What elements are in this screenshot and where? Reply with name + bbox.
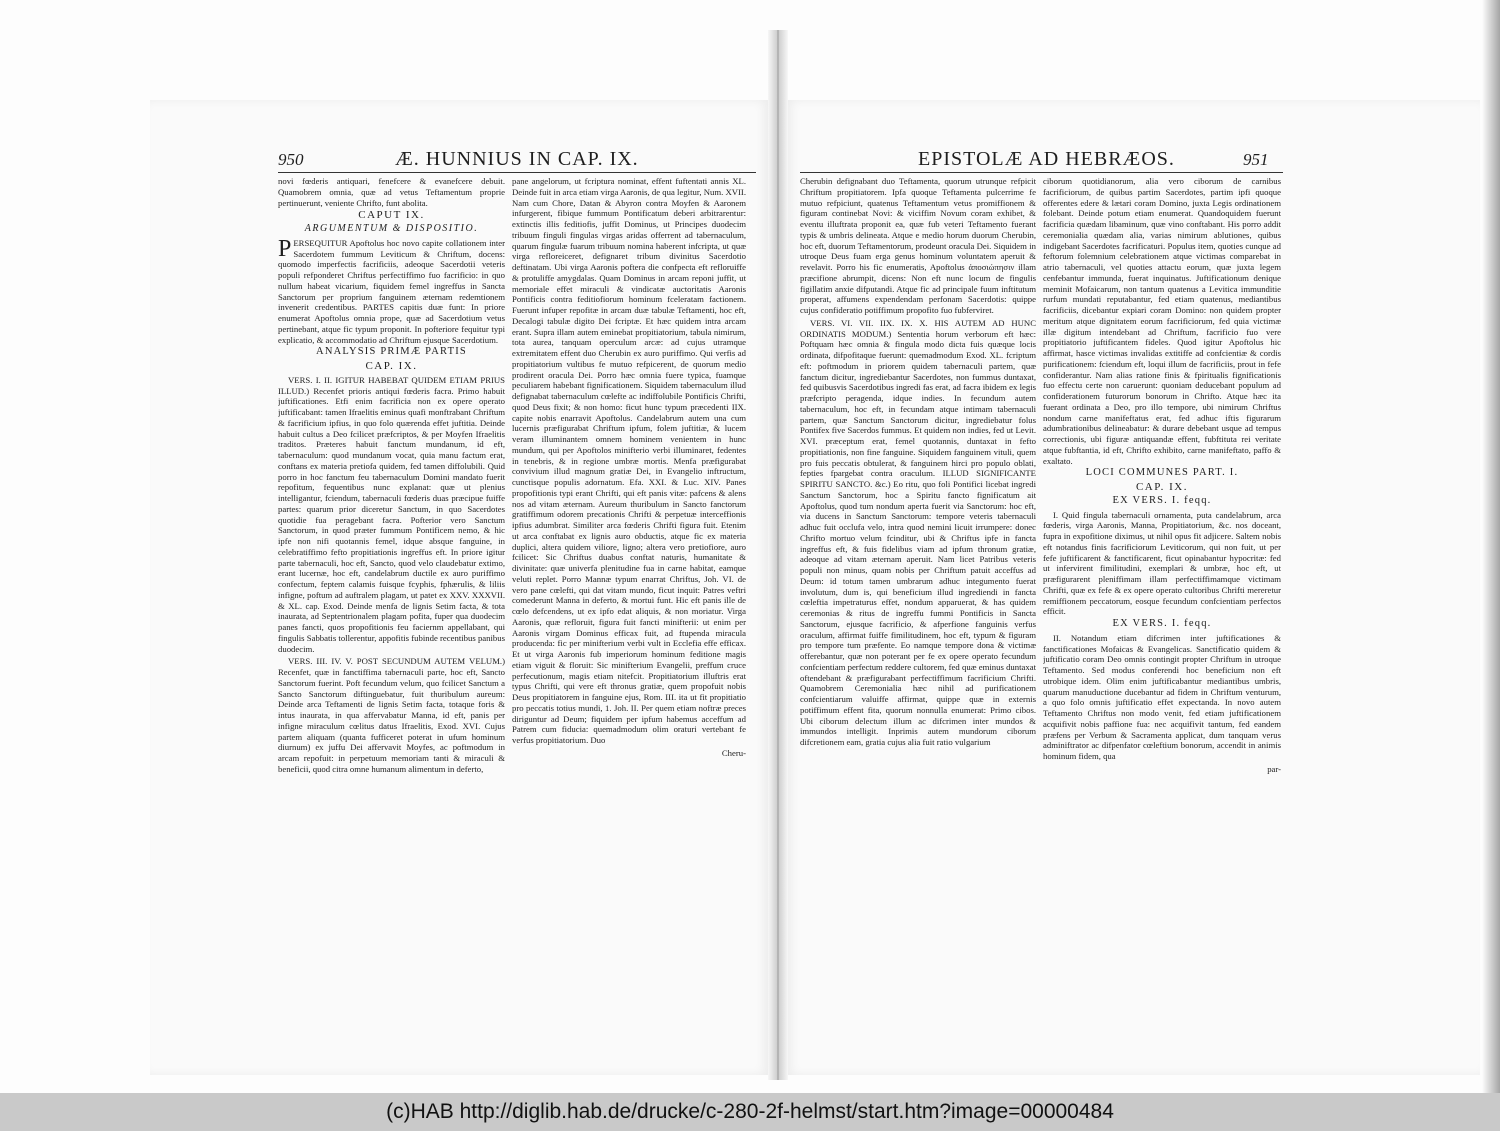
analysis-heading: ANALYSIS PRIMÆ PARTIS	[316, 346, 467, 358]
right-cap-heading: CAP. IX.	[1135, 481, 1189, 493]
left-col2-paragraph: pane angelorum, ut fcriptura nominat, effent fuftentati annis XL. Deinde fuit in arca etiam virga Aaronis, de qua legitur, Num. XVII. Nam cum Chore, Datan & Abyron contra Moyfen & Aaronem infurgerent, fibique fummum Pontificatum deberi arbitrarentur: extinctis illis feditiofis, juffit Dominus, ut Principes duodecim tribuum finguli fingulas virgas aridas offerrent ad tabernaculum, quarum fingulæ fuarum tribuum nomina haberent infcripta, ut quæ virga refloreiceret, defignaret tribum divinitus Sacerdotio deftinatam. Ubi virga Aaronis poftera die confpecta eft refloruiffe & protuliffe amygdalas. Quam Dominus in arcam reponi juffit, ut memoriale effet miraculi & vindicatæ auctoritatis Aaronis Pontificis contra feditiofiorum hominum fceleratam factionem. Fuerunt infuper repofitæ in arcam duæ tabulæ Teftamenti, hoc eft, Decalogi tabulæ digito Dei fcriptæ. Et hæc quidem intra arcam erant. Supra illam autem eminebat propitiatorium, tabula nimirum, tota aurea, tanquam operculum arcæ: ad cujus utramque extremitatem effent duo Cherubin ex auro puriffimo. Qui verfis ad propitiatorium vultibus fe mutuo refpicerent, de quorum medio prodirent oracula Dei. Porro hæc omnia fuere typica, fuamque peculiarem habebant fignificationem. Siquidem tabernaculum illud defignabat tabernaculum cœlefte ac indiffolubile Pontificis Chrifti, quod Deus fixit; & non homo: ficut hunc typum præcedenti IIX. capite nobis enarravit Apoftolus. Candelabrum autem una cum lucernis præfigurabat Chriftum ipfum, folem juftitiæ, & lucem veram illuminantem omnem hominem venientem in hunc mundum, qui per Apoftolos minifterio verbi illuminaret, fedentes in tenebris, & in regione umbræ mortis. Menfa præfigurabat convivium illud magnum gratiæ Dei, in Evangelio inftructum, cunctisque populis adornatum. Efa. XXI. & Luc. XIV. Panes propofitionis typi erant Chrifti, qui eft panis vitæ: pafcens & alens nos ad vitam æternam. Aureum thuribulum in Sancto fanctorum gratiffimum odorem precationis Chrifti & perpetuæ interceffionis ipfius adumbrat. Similiter arca fœderis Chrifti figura fuit. Etenim ut arca conftabat ex lignis auro obductis, atque fic ex materia duplici, altera quidem viliore, ligno; altera vero pretiofiore, auro fcilicet: Sic Chriftus duabus conftat naturis, humanitate & divinitate: quæ univerfa plenitudine fua in carne habitat, eamque veluti replet. Porro Mannæ typum enarrat Chriftus, Joh. VI. de vero pane cœlefti, qui dat vitam mundo, ficut inquit: Patres veftri comederunt Manna in deferto, & mortui funt. Hic eft panis ille de cœlo defcendens, ut ex ipfo edat aliquis, & non moriatur. Virga Aaronis, quæ refloruit, figura fuit fancti minifterii: ut enim per Aaronis virgam Dominus efficax fuit, ad ftupenda miracula producenda: fic per minifterium verbi vult in Ecclefia effe efficax. Et ut virga Aaronis fub imperiorum hominum feditione magis etiam viguit & floruit: Sic minifterium Evangelii, preffum cruce perfecutionum, magis etiam nitefcit. Propitiatorium illuftris erat typus Chrifti, qui vere eft thronus gratiæ, quem propofuit nobis Deus propitiatorem in fanguine ejus, Rom. III. ita ut fit propitiatio pro peccatis totius mundi, 1. Joh. II. Per quem etiam noftræ preces diriguntur ad Deum; fiquidem per ipfum habemus acceffum ad Patrem cum fiducia: quemadmodum olim oraturi vertebant fe verfus propitiatorium. Duo	[512, 176, 746, 745]
argumentum-text: ERSEQUITUR Apoftolus hoc novo capite collationem inter Sacerdotem fummum Leviticum & Chriftum, docens: quomodo imperfectis facrificiis, adeoque Sacerdotii veteris populi refponderet Chriftus perfectiffimo fuo facrificio: in quo nullum habeat vicarium, fiquidem femel ingreffus in Sancta Sanctorum per proprium fanguinem æternam redemtionem invenerit credentibus. PARTES capitis duæ funt: In priore enumerat Apoftolus omnia prope, quæ ad Sacerdotium vetus pertinebant, atque fic typum proponit. In pofteriore fequitur typi explicatio, & accommodatio ad Chriftum ejusque Sacerdotium.	[278, 237, 505, 345]
right-column-1	[800, 176, 1036, 988]
argumentum-paragraph	[278, 235, 505, 346]
right-page-number: 951	[1243, 150, 1269, 169]
right-header-rule	[800, 172, 1283, 173]
drop-cap: P	[278, 235, 292, 262]
footer-credit-text: (c)HAB http://diglib.hab.de/drucke/c-280-2f-helmst/start.htm?image=00000484	[386, 1100, 1114, 1123]
left-page-number: 950	[278, 150, 304, 169]
ex-vers-heading-1: EX VERS. I. feqq.	[1112, 494, 1212, 506]
loci-communes-heading: LOCI COMMUNES PART. I.	[1085, 467, 1239, 479]
right-catchword: par-	[1267, 763, 1281, 774]
right-col1-paragraph: Cherubin defignabant duo Teftamenta, quorum utrunque refpicit Chriftum propitiatorem. Ipfa quoque Teftamenta pulcerrime fe mutuo refpiciunt, quatenus Teftamentum vetus promiffionem & figuram continebat Novi: & viciffim Novum coram exhibet, & eventu illuftrata proponit ea, quæ fub veteri Teftamento fuerant typis & umbris delineata. Atque e medio horum duorum Cherubin, hoc eft, duorum Teftamentorum, prodeunt oracula Dei. Siquidem in utroque Deus fuam erga genus hominum voluntatem aperuit & revelavit. Porro his fic enumeratis, Apoftolus ἀποσιώπησιν illam præcifione abrumpit, dicens: Non eft nunc locum de fingulis figillatim anxie difputandi. Atque fic ad principale fuum inftitutum properat, affumens expendendam perfonam Sacerdotis: quippe cujus confideratio potiffimum propofito fuo fubferviret.	[800, 176, 1036, 315]
vers-6-10-paragraph: VERS. VI. VII. IIX. IX. X. HIS AUTEM AD HUNC ORDINATIS MODUM.) Sententia horum verborum eft hæc: Poftquam hæc omnia & fingula modo dicta fuis quæque locis ordinata, difpofitaque fuerunt: quemadmodum Exod. XL. fcriptum eft: poftmodum in priorem quidem tabernaculi partem, quæ fanctum dicitur, ingrediebantur Sacerdotes, non fummus duntaxat, fed quibusvis Sacerdotibus ingredi fas erat, ad facra ibidem ex legis præfcripto peragenda, idque indies. In fecundum autem tabernaculum, hoc eft, in fecundam atque intimam tabernaculi partem, quæ Sanctum Sanctorum dicitur, ingrediebatur folus Pontifex five Sacerdos fummus. Et quidem non indies, fed ut Levit. XVI. præceptum erat, femel quotannis, duntaxat in fefto propitiationis, non fine fanguine. Siquidem fanguinem vituli, quem pro fuis peccatis obtulerat, & fanguinem hirci pro populo oblati, fepties fpargebat contra oraculum. ILLUD SIGNIFICANTE SPIRITU SANCTO. &c.) Eo ritu, quo foli Pontifici licebat ingredi Sanctum Sanctorum, hoc a Spiritu fancto fignificatum ait Apoftolus, quod tum nondum aperta fuerit via Sanctorum: hoc eft, via ducens in Sanctum Sanctorum: tempore veteris tabernaculi adhuc fuit occlufa velo, intra quod nemini licuit irrumpere: donec Chrifto mortuo velum fcinditur, ubi & Chriftus ipfe in fancta ingreffus eft, & fuis fidelibus viam ad ipfum thronum gratiæ, adeoque ad vitam æternam aperuit. Nam licet Patribus veteris populi non minus, quam nobis per Chriftum patuit acceffus ad Deum: id totum tamen umbrarum adhuc integumento fuerat involutum, dum is, qui beneficium illud ingrediendi in fancta cœleftia impetraturus effet, nondum apparuerat, & has quidem ceremonias & ritus de ingreffu fummi Pontificis in Sancta Sanctorum, ejusque facrificio, & afperfione fanguinis verfus oraculum, affirmat fuiffe fimilitudinem, hoc eft, typum & figuram pro tempore tum præfente. Eo namque tempore dona & victimæ offerebantur, quæ non poterant per fe ex opere operato fecundum confcientiam perfectum reddere cultorem, fed quæ eminus duntaxat oftendebant & præfigurabant perfectiffimum facrificium Chrifti. Quamobrem Ceremonialia hæc nihil ad purificationem confcientiarum valuiffe affirmat, quippe quæ in externis potiffimum effent fita, quorum nonnulla enumerat: Primo cibos. Ubi ciborum delectum illum ac difcrimen inter mundos & immundos intelligit. Inprimis autem mundorum ciborum difcretionem eam, gratia cujus alia fuit ratio vulgarium	[800, 317, 1036, 747]
locus-1-paragraph: I. Quid fingula tabernaculi ornamenta, puta candelabrum, arca fœderis, virga Aaronis, Manna, Propitiatorium, &c. nos doceant, fupra in expofitione diximus, ut nihil opus fit adjicere. Saltem nobis eft notandus finis facrificiorum Leviticorum, qui non fuit, ut per fefe juftificarent & fanctificarent, ficut opinabantur hypocritæ: fed ut infervirent fimilitudini, exemplari & umbræ, hoc eft, ut præfigurarent pleniffimam illam perfectiffimamque victimam Chrifti, quæ ex fefe & ex opere operato cultoribus Chrifti mereretur remiffionem peccatorum, eosque fecundum confcientiam perfectos efficit.	[1043, 509, 1281, 617]
right-col2-paragraph: ciborum quotidianorum, alia vero ciborum de carnibus facrificiorum, de quibus partim Sacerdotes, partim ipfi quoque offerentes edere & lætari coram Domino, juxta Legis ordinationem folebant. Deinde potum etiam enumerat. Quandoquidem fuerunt facrificia quædam libaminum, quæ vino conftabant. His porro addit ceremonialia quædam alia, varias nimirum ablutiones, quibus indigebant Sacerdotes facrificaturi. Populus item, quoties cunque ad feftorum folemnium celebrationem atque victimas comparebat in atrio tabernaculi, vel quoties attactu eorum, quæ juxta legem cenfebantur immunda, fuerat inquinatus. Juftificationum denique meminit Mofaicarum, non tantum quatenus a Levitica immunditie rurfum mundati reputabantur, fed etiam quatenus, mediantibus facrificiis, dicebantur expiari coram Domino: non quidem propter meritum atque dignitatem eorum facrificiorum, fed quia victimæ illæ digitum intendebant ad Chriftum, facrificio fuo vere propitiatorio juftificantem fideles. Quod igitur Apoftolus hic affirmat, hasce victimas invalidas extitiffe ad confcientiæ & cordis purificationem: fciendum eft, loqui illum de facrificiis, prout in fefe confiderantur. Nam alias ratione finis & fpiritualis fignificationis fuo effectu certe non caruerunt: quoniam deducebant populum ad confiderationem futurorum bonorum in Chrifto. Atque hæc ita fuerant ordinata a Deo, pro illo tempore, ubi nimirum Chriftus nondum carne manifeftatus erat, fed adhuc iftis figurarum adumbrationibus delineabatur: & durare debebant usque ad tempus correctionis, ubi figuræ antiquandæ effent, fubftituta rei veritate atque fubftantia, id eft, Chrifto exhibito, carne manifeftato, paffo & exaltato.	[1043, 176, 1281, 466]
copyright-footer	[0, 1093, 1500, 1131]
locus-2-paragraph: II. Notandum etiam difcrimen inter juftificationes & fanctificationes Mofaicas & Evangelicas. Sanctificatio quidem & juftificatio coram Deo omnis contingit propter Chriftum in utroque Teftamento. Sed modus conferendi hoc beneficium non eft utrobique idem. Olim enim juftificabantur mediantibus umbris, quarum manuductione ducebantur ad fidem in Chriftum venturum, a quo folo omnis juftificatio effet expectanda. In novo autem Teftamento Chriftus non modo venit, fed etiam juftificationem acquifivit nobis paffione fua: nec acquifivit tantum, fed eandem præfens per Verbum & Sacramenta applicat, dum tanquam verus adminiftrator ac difpenfator cœleftium bonorum, accendit in animis hominum fidem, qua	[1043, 632, 1281, 761]
right-column-2	[1043, 176, 1281, 988]
left-column-1	[278, 176, 505, 976]
caput-heading: CAPUT IX.	[358, 209, 425, 222]
left-header-rule	[278, 172, 756, 173]
scan-edge-shadow	[1482, 0, 1500, 1093]
left-column-2	[512, 176, 746, 988]
vers-3-5-paragraph: VERS. III. IV. V. POST SECUNDUM AUTEM VELUM.) Recenfet, quæ in fanctiffima tabernaculi parte, hoc eft, Sancto Sanctorum fuerint. Poft fecundum velum, quo fcilicet Sanctum a Sancto Sanctorum diftinguebatur, fuit thuribulum aureum: Deinde arca Teftamenti de lignis Setim facta, totaque foris & intus inaurata, in qua affervabatur Manna, id eft, panis per infigne miraculum cœlitus datus Ifraelitis, Exod. XVI. Cujus partem aliquam (quanta fufficeret poterat in ufum hominum diurnum) ex juffu Dei affervavit Moyfes, ac poftmodum in arcam repofuit: in perpetuum memoriam tanti & miraculi & beneficii, quod citra omne humanum alimentum in deferto,	[278, 656, 505, 774]
book-gutter	[768, 30, 788, 1080]
argumentum-heading: ARGUMENTUM & DISPOSITIO.	[304, 223, 479, 234]
left-running-head: Æ. HUNNIUS IN CAP. IX.	[395, 148, 639, 170]
right-running-head: EPISTOLÆ AD HEBRÆOS.	[918, 148, 1175, 170]
cap-heading: CAP. IX.	[365, 360, 418, 372]
intro-paragraph: novi fœderis antiquari, fenefcere & evanefcere debuit. Quamobrem omnia, quæ ad vetus Teftamentum proprie pertinuerunt, veniente Chrifto, funt abolita.	[278, 176, 505, 208]
left-catchword: Cheru-	[721, 747, 746, 758]
ex-vers-heading-2: EX VERS. I. feqq.	[1112, 618, 1212, 629]
vers-1-2-paragraph: VERS. I. II. IGITUR HABEBAT QUIDEM ETIAM PRIUS ILLUD.) Recenfet prioris antiqui fœderis facra. Primo habuit juftificationes. Etfi enim facrificia non ex opere operato juftificabant: tamen Ifraelitis eminus quafi monftrabant Chriftum & facrificium ipfius, in quo folo quærenda effet juftitia. Deinde habuit cultus a Deo fcilicet præfcriptos, & per Moyfen Ifraelitis traditos. Præteres habuit fanctum mundanum, id eft, tabernaculum: quod mundanum vocat, quia manu factum erat, conftans ex materia pretiofa quidem, fed tamen diffolubili. Quid porro in hoc fanctum feu tabernaculum Domini mandato fuerit repofitum, fequentibus nunc explanat: quæ ut plenius intelligantur, fciendum, tabernaculi fœderis duas præcipue fuiffe partes: quarum prior diceretur Sanctum, in quo Sacerdotes quotidie fua peragebant facra. Pofterior vero Sanctum Sanctorum, in quod præter fummum Pontificem nemo, & hic ipfe non nifi quotannis femel, idque absque fanguine, in celebratiffimo fefto propitiationis ingreffus eft. In priore igitur parte tabernaculi, hoc eft, Sancto, quod velo claudebatur extimo, erant lucernæ, hoc eft, candelabrum ductile ex auro puriffimo confectum, feptem calamis fuisque fcyphis, fphærulis, & liliis infigne, poftum ad auftralem plagam, ut patet ex XXV. XXXVII. & XL. cap. Exod. Deinde menfa de lignis Setim facta, & tota inaurata, ad Septentrionalem plagam pofita, fuper qua duodecim panes fancti, quos propofitionis feu faciernm appellabant, qui fingulis Sabbatis tollerentur, appofitis fubinde recentibus panibus duodecim.	[278, 374, 505, 654]
